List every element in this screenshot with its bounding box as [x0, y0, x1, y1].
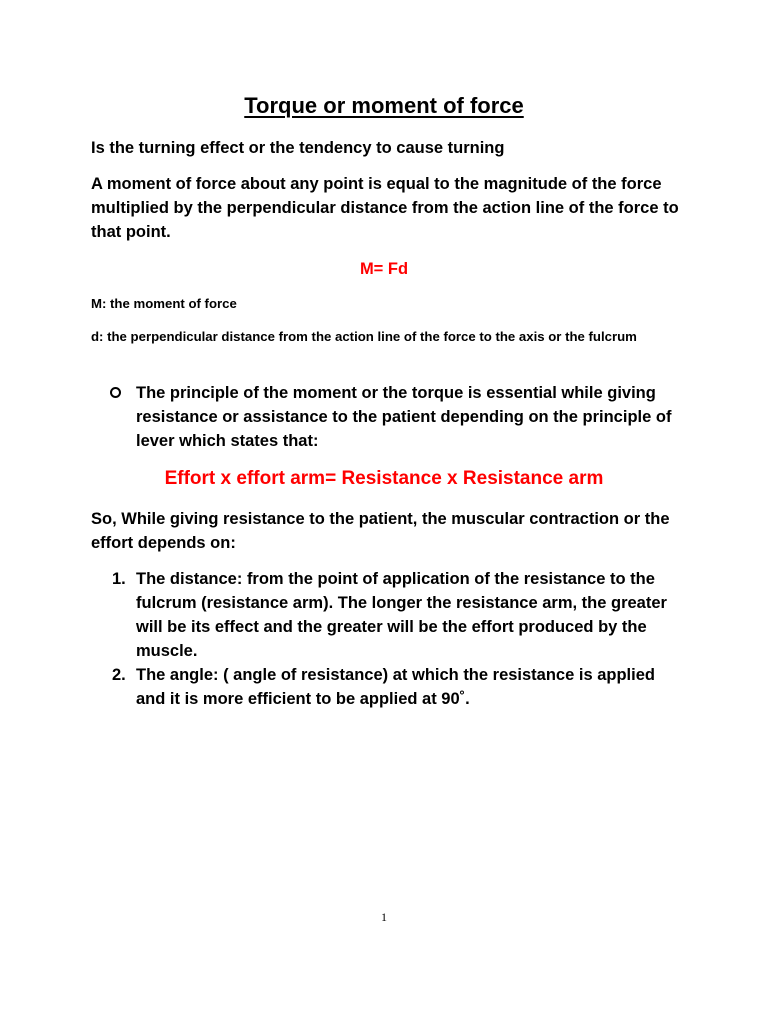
legend-m: M: the moment of force	[91, 296, 237, 311]
hollow-circle-bullet-icon	[110, 387, 121, 398]
list-item-number: 1.	[112, 570, 126, 588]
list-item-text: The angle: ( angle of resistance) at which the resistance is applied and it is more efficient to be applied at 90˚.	[136, 666, 655, 708]
moment-formula: M= Fd	[359, 260, 409, 278]
principle-bullet-text: The principle of the moment or the torque is essential while giving resistance or assistance to the patient depending on the principle of lever which states that:	[136, 384, 672, 450]
lever-equation: Effort x effort arm= Resistance x Resistance arm	[164, 468, 604, 489]
effort-intro-paragraph: So, While giving resistance to the patient, the muscular contraction or the effort depends on:	[91, 510, 670, 552]
page-title-text: Torque or moment of force	[244, 93, 524, 118]
list-item-text: The distance: from the point of application of the resistance to the fulcrum (resistance arm). The longer the resistance arm, the greater will be its effect and the greater will be the effort produced by the muscle.	[136, 570, 667, 660]
page-number: 1	[381, 910, 387, 924]
list-item	[112, 567, 682, 663]
moment-statement-paragraph: A moment of force about any point is equal to the magnitude of the force multiplied by the perpendicular distance from the action line of the force to that point.	[91, 175, 679, 241]
page-title	[0, 92, 768, 120]
principle-bullet	[114, 381, 684, 453]
definition-paragraph: Is the turning effect or the tendency to cause turning	[91, 139, 505, 157]
effort-factors-list	[112, 567, 682, 711]
legend-d: d: the perpendicular distance from the action line of the force to the axis or the fulcrum	[91, 329, 637, 344]
list-item-number: 2.	[112, 666, 126, 684]
list-item	[112, 663, 682, 711]
